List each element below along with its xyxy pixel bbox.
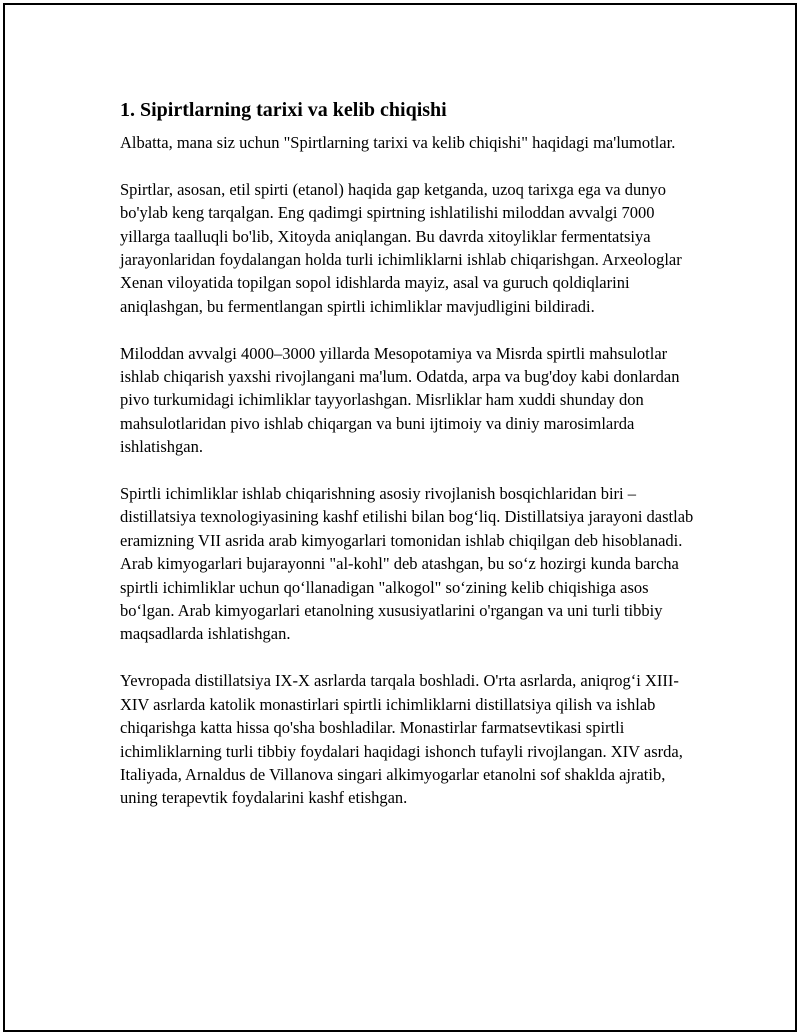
document-body: [120, 97, 700, 833]
paragraph-mesopotamia-egypt: Miloddan avvalgi 4000–3000 yillarda Mesopotamiya va Misrda spirtli mahsulotlar ishlab chiqarish yaxshi rivojlangani ma'lum. Odatda, arpa va bug'doy kabi donlardan pivo turkumidagi ichimliklar tayyorlashgan. Misrliklar ham xuddi shunday don mahsulotlaridan pivo ishlab chiqargan va buni ijtimoiy va diniy marosimlarda ishlatishgan.: [120, 343, 680, 457]
paragraph-china-origins: Spirtlar, asosan, etil spirti (etanol) haqida gap ketganda, uzoq tarixga ega va dunyo bo'ylab keng tarqalgan. Eng qadimgi spirtning ishlatilishi miloddan avvalgi 7000 yillarga taalluqli bo'lib, Xitoyda aniqlangan. Bu davrda xitoyliklar fermentatsiya jarayonlaridan foydalangan holda turli ichimliklarni ishlab chiqarishgan. Arxeologlar Xenan viloyatida topilgan sopol idishlarda mayiz, asal va guruch qoldiqlarini aniqlashgan, bu fermentlangan spirtli ichimliklar mavjudligini bildiradi.: [120, 179, 682, 316]
paragraph-distillation-arab: Spirtli ichimliklar ishlab chiqarishning asosiy rivojlanish bosqichlaridan biri – distillatsiya texnologiyasining kashf etilishi bilan bog‘liq. Distillatsiya jarayoni dastlab eramizning VII asrida arab kimyogarlari tomonidan ishlab chiqilgan deb hisoblanadi. Arab kimyogarlari bujarayonni "al-kohl" deb atashgan, bu so‘z hozirgi kunda barcha spirtli ichimliklar uchun qo‘llanadigan "alkogol" so‘zining kelib chiqishiga asos bo‘lgan. Arab kimyogarlari etanolning xususiyatlarini o'rgangan va uni turli tibbiy maqsadlarda ishlatishgan.: [120, 484, 694, 644]
page-frame: [3, 3, 797, 1032]
paragraph-intro: Albatta, mana siz uchun "Spirtlarning tarixi va kelib chiqishi" haqidagi ma'lumotlar.: [120, 133, 676, 152]
paragraph-europe: Yevropada distillatsiya IX-X asrlarda tarqala boshladi. O'rta asrlarda, aniqrog‘i XIII-XIV asrlarda katolik monastirlari spirtli ichimliklarni distillatsiya qilish va ishlab chiqarishga katta hissa qo'sha boshladilar. Monastirlar farmatsevtikasi spirtli ichimliklarning turli tibbiy foydalari haqidagi ishonch tufayli rivojlangan. XIV asrda, Italiyada, Arnaldus de Villanova singari alkimyogarlar etanolni sof shaklda ajratib, uning terapevtik foydalarini kashf etishgan.: [120, 671, 683, 808]
document-title: 1. Sipirtlarning tarixi va kelib chiqishi: [120, 99, 447, 121]
